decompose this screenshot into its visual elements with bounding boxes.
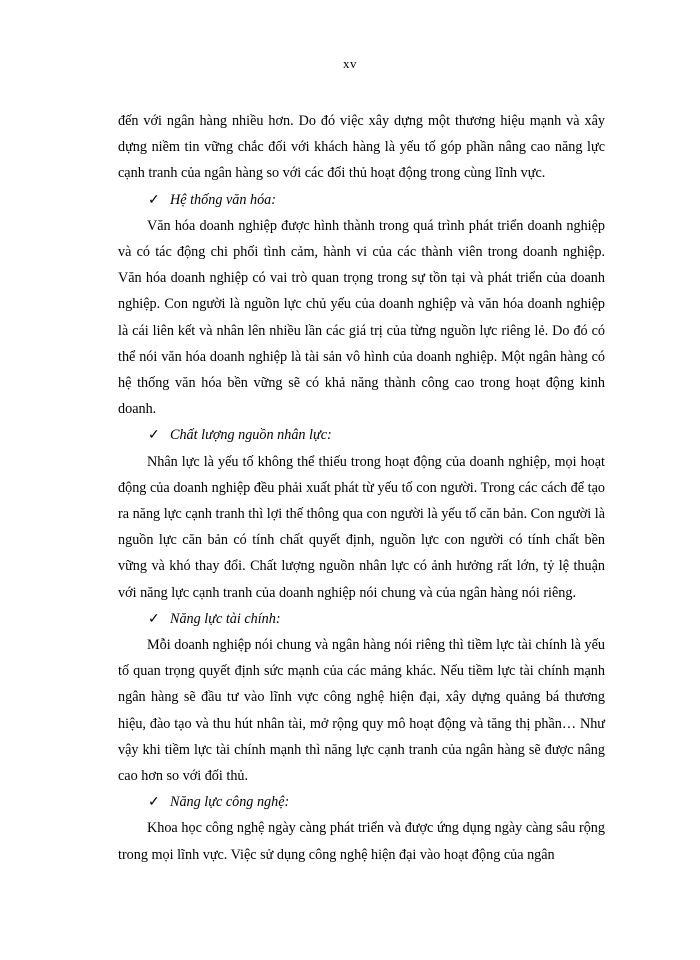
paragraph-culture: Văn hóa doanh nghiệp được hình thành trong quá trình phát triển doanh nghiệp và có tác động chi phối tình cảm, hành vi của các thành viên trong doanh nghiệp. Văn hóa doanh nghiệp có vai trò quan trọng trong sự tồn tại và phát triển của doanh nghiệp. Con người là nguồn lực chủ yếu của doanh nghiệp và văn hóa doanh nghiệp là cái liên kết và nhân lên nhiều lần các giá trị của từng nguồn lực riêng lẻ. Do đó có thể nói văn hóa doanh nghiệp là tài sản vô hình của doanh nghiệp. Một ngân hàng có hệ thống văn hóa bền vững sẽ có khả năng thành công cao trong hoạt động kinh doanh. [118,217,605,418]
checkmark-icon: ✓ [148,794,160,811]
heading-text: Năng lực công nghệ: [170,794,290,811]
section-heading-finance [118,606,605,632]
page-number: xv [343,56,357,71]
checkmark-icon: ✓ [148,191,160,208]
heading-text: Năng lực tài chính: [170,610,281,627]
section-heading-human-resources [118,422,605,448]
section-heading-culture [118,187,605,213]
heading-text: Hệ thống văn hóa: [170,191,276,208]
paragraph-human-resources: Nhân lực là yếu tố không thể thiếu trong hoạt động của doanh nghiệp, mọi hoạt động của doanh nghiệp đều phải xuất phát từ yếu tố con người. Trong các cách để tạo ra năng lực cạnh tranh thì lợi thế thông qua con người là yếu tố căn bản. Con người là nguồn lực căn bản có tính chất quyết định, nguồn lực con người có tính chất bền vững và khó thay đổi. Chất lượng nguồn nhân lực có ảnh hưởng rất lớn, tỷ lệ thuận với năng lực cạnh tranh của doanh nghiệp nói chung và của ngân hàng nói riêng. [118,453,605,601]
heading-text: Chất lượng nguồn nhân lực: [170,427,332,444]
paragraph-finance: Mỗi doanh nghiệp nói chung và ngân hàng nói riêng thì tiềm lực tài chính là yếu tố quan trọng quyết định sức mạnh của các mảng khác. Nếu tiềm lực tài chính mạnh ngân hàng sẽ đầu tư vào lĩnh vực công nghệ hiện đại, xây dựng quảng bá thương hiệu, đào tạo và thu hút nhân tài, mở rộng quy mô hoạt động và tăng thị phần… Như vậy khi tiềm lực tài chính mạnh thì năng lực cạnh tranh của ngân hàng sẽ được nâng cao hơn so với đối thủ. [118,637,605,785]
section-heading-technology [118,789,605,815]
checkmark-icon: ✓ [148,427,160,444]
paragraph-intro: đến với ngân hàng nhiều hơn. Do đó việc xây dựng một thương hiệu mạnh và xây dựng niềm tin vững chắc đối với khách hàng là yếu tố góp phần nâng cao năng lực cạnh tranh của ngân hàng so với các đối thủ hoạt động trong cùng lĩnh vực. [118,113,605,182]
document-body [118,108,605,868]
paragraph-technology: Khoa học công nghệ ngày càng phát triển và được ứng dụng ngày càng sâu rộng trong mọi lĩnh vực. Việc sử dụng công nghệ hiện đại vào hoạt động của ngân [118,820,605,863]
checkmark-icon: ✓ [148,610,160,627]
